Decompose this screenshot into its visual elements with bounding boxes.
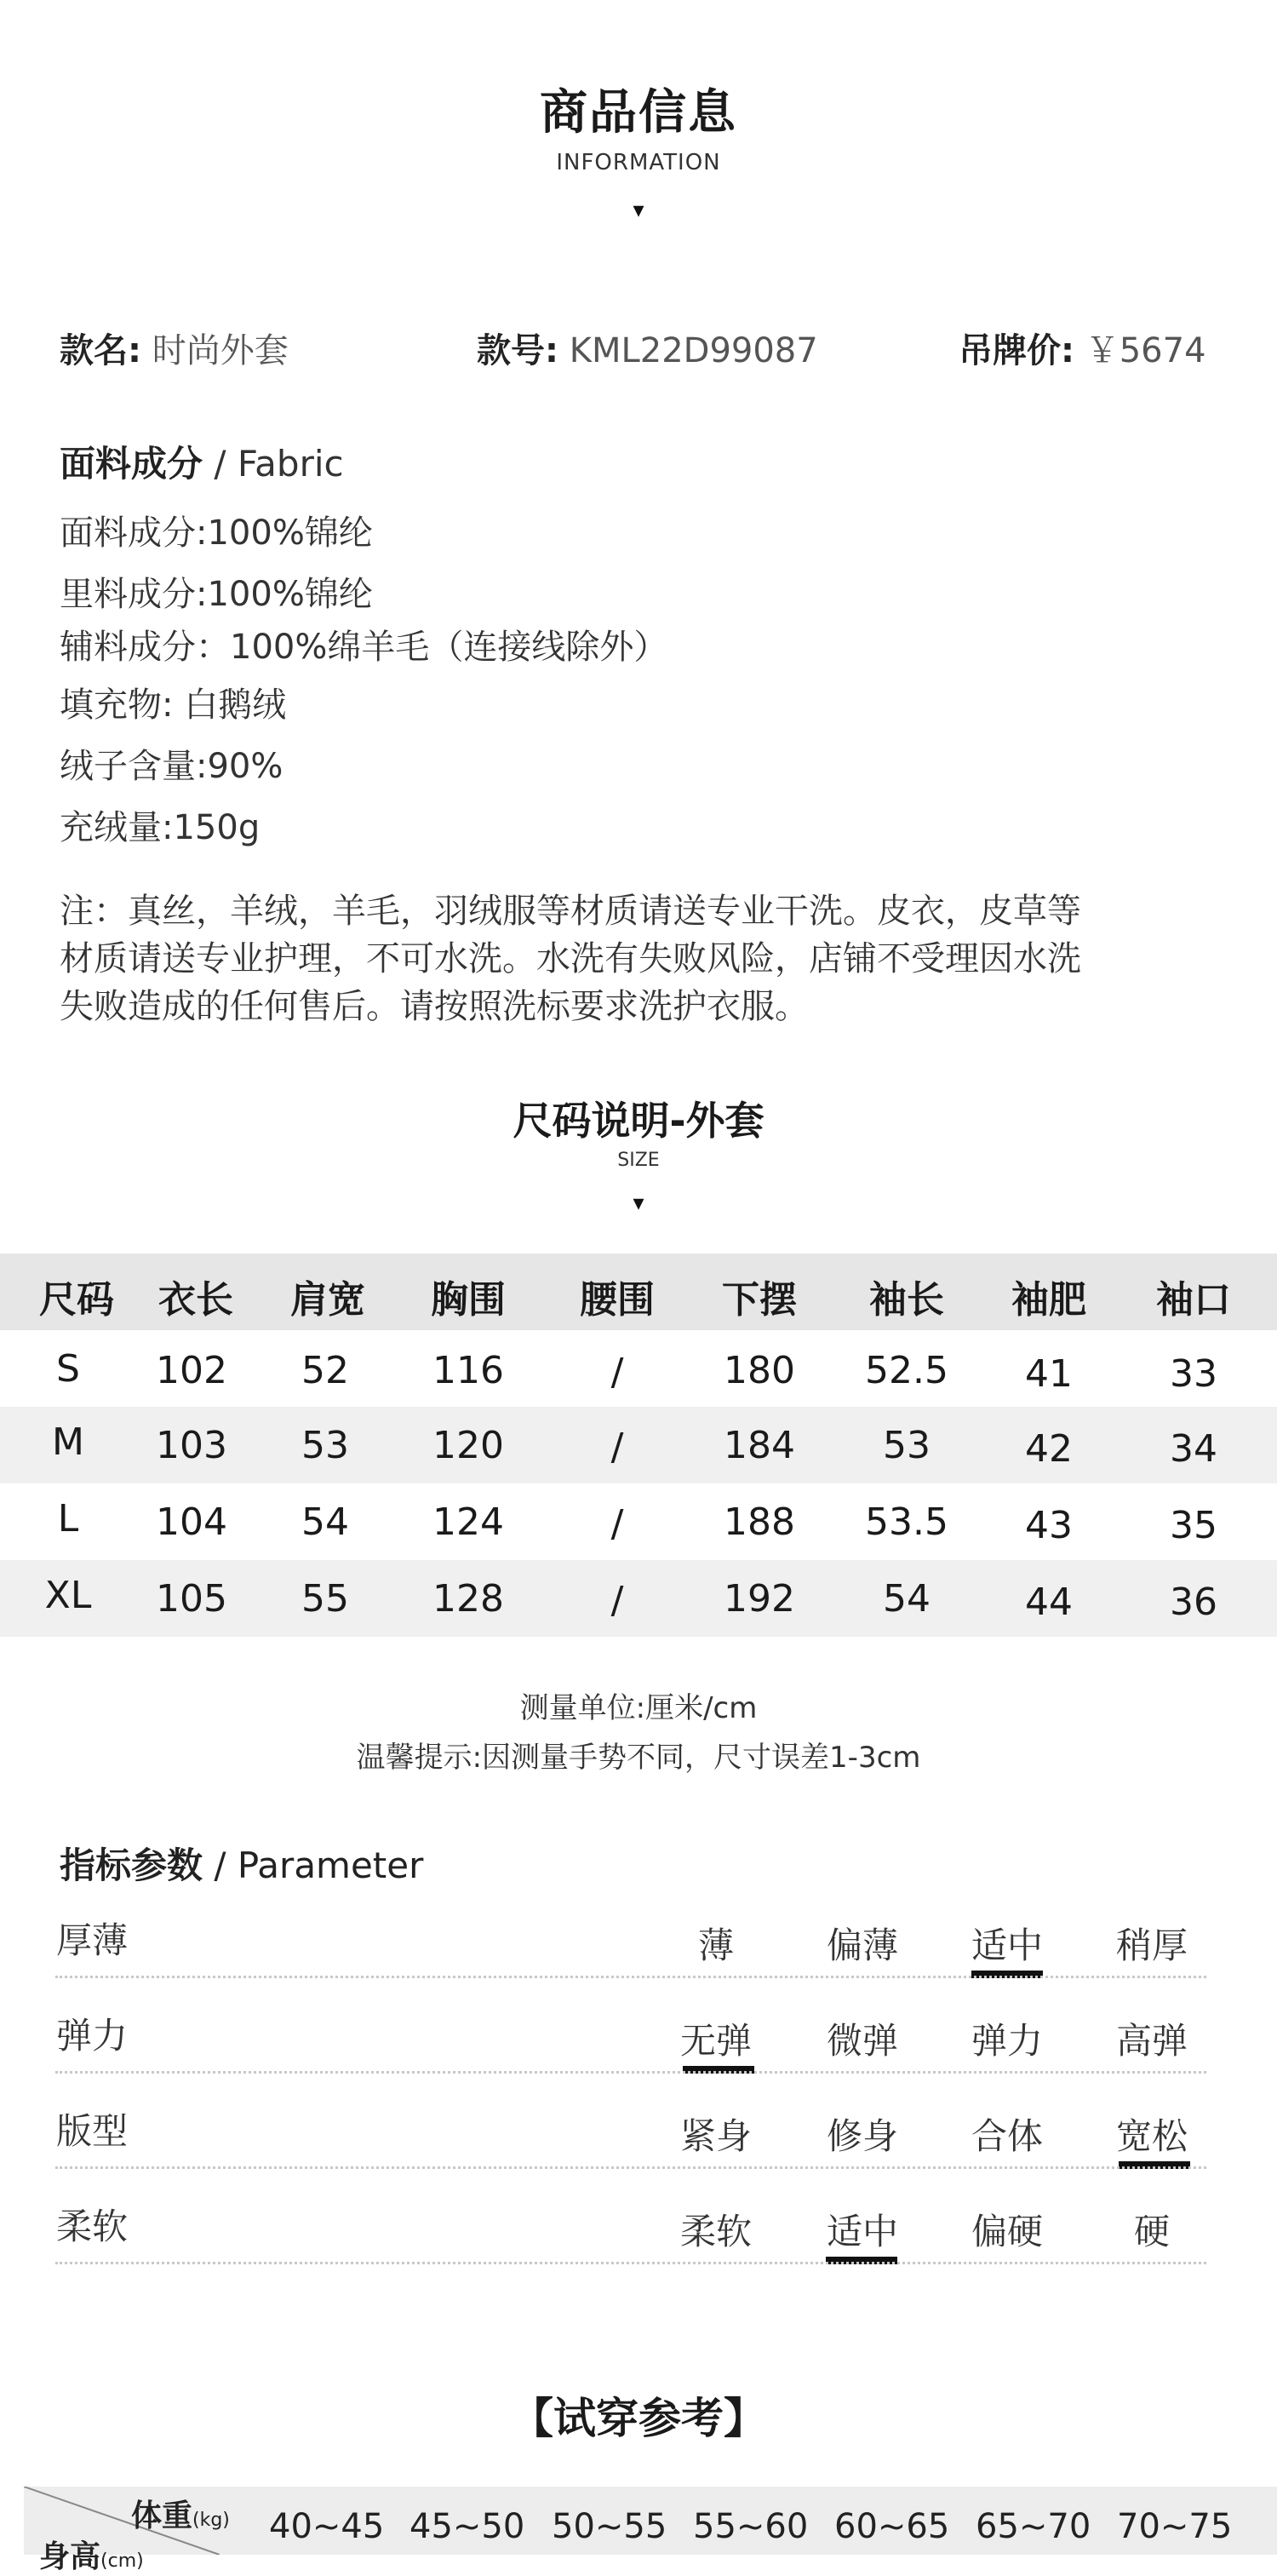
size-cell: 54 <box>301 1500 349 1544</box>
param-option: 弹力 <box>971 2020 1043 2062</box>
size-cell: 116 <box>432 1349 504 1392</box>
size-cell: M <box>52 1420 84 1464</box>
size-cell: 34 <box>1170 1427 1217 1471</box>
size-cell: 53 <box>301 1424 349 1467</box>
fabric-heading-cn: 面料成分 <box>60 443 203 485</box>
divider <box>55 2071 1206 2074</box>
size-header-cell: 袖长 <box>869 1278 944 1322</box>
parameter-heading <box>60 1838 423 1889</box>
size-header-cell: 衣长 <box>158 1278 233 1322</box>
param-option: 适中 <box>826 2211 898 2252</box>
size-header-cell: 尺码 <box>39 1278 114 1322</box>
fabric-line: 辅料成分：100%绵羊毛（连接线除外） <box>60 628 668 667</box>
param-label: 厚薄 <box>56 1919 129 1961</box>
weight-range: 70~75 <box>1117 2507 1233 2546</box>
param-option: 薄 <box>697 1925 734 1966</box>
size-header-cell: 胸围 <box>431 1278 506 1322</box>
product-price <box>959 324 1206 372</box>
chevron-down-icon: ▾ <box>633 198 644 223</box>
size-cell: S <box>56 1347 80 1391</box>
param-option: 修身 <box>826 2115 898 2157</box>
size-cell: / <box>610 1579 624 1622</box>
weight-label-text: 体重 <box>131 2499 193 2533</box>
product-price-label: 吊牌价: <box>959 331 1074 370</box>
size-cell: 36 <box>1170 1581 1217 1624</box>
size-header-cell: 肩宽 <box>290 1278 365 1322</box>
unit-note: 测量单位:厘米/cm <box>519 1691 758 1725</box>
size-cell: 120 <box>432 1424 504 1467</box>
weight-range: 65~70 <box>976 2507 1091 2546</box>
weight-range: 60~65 <box>834 2507 950 2546</box>
divider <box>55 2262 1206 2264</box>
parameter-heading-en: / Parameter <box>203 1845 424 1886</box>
size-cell: 35 <box>1170 1504 1217 1547</box>
product-code <box>477 324 818 372</box>
weight-range: 40~45 <box>269 2507 385 2546</box>
size-cell: 188 <box>724 1500 795 1544</box>
size-table-header <box>0 1254 1277 1330</box>
fabric-line: 里料成分:100%锦纶 <box>60 575 373 614</box>
table-row <box>0 1483 1277 1560</box>
height-unit: (cm) <box>100 2550 144 2572</box>
param-option: 无弹 <box>679 2020 752 2062</box>
param-option: 宽松 <box>1115 2115 1188 2157</box>
care-note <box>60 887 1268 1030</box>
product-name-label: 款名: <box>60 331 141 370</box>
divider <box>55 1976 1206 1978</box>
size-cell: L <box>57 1497 79 1540</box>
size-header-cell: 下摆 <box>722 1278 797 1322</box>
size-cell: 105 <box>156 1577 227 1621</box>
size-cell: XL <box>44 1574 92 1617</box>
size-cell: 124 <box>432 1500 504 1544</box>
tolerance-note: 温馨提示:因测量手势不同，尺寸误差1-3cm <box>356 1741 921 1775</box>
size-cell: 53 <box>883 1424 931 1467</box>
param-label: 版型 <box>56 2110 129 2152</box>
care-note-line: 失败造成的任何售后。请按照洗标要求洗护衣服。 <box>60 987 809 1026</box>
try-on-header <box>24 2487 1277 2574</box>
divider <box>55 2166 1206 2169</box>
size-cell: / <box>610 1502 624 1546</box>
param-label: 柔软 <box>56 2206 129 2247</box>
size-cell: / <box>610 1426 624 1469</box>
product-price-value: ￥5674 <box>1085 331 1206 370</box>
parameter-heading-cn: 指标参数 <box>60 1845 203 1886</box>
size-cell: 33 <box>1170 1352 1217 1396</box>
size-cell: 44 <box>1025 1581 1073 1624</box>
weight-range: 55~60 <box>693 2507 809 2546</box>
weight-range: 45~50 <box>409 2507 525 2546</box>
size-cell: 192 <box>724 1577 795 1621</box>
param-option: 合体 <box>971 2115 1043 2157</box>
size-cell: 53.5 <box>865 1500 948 1544</box>
chevron-down-icon: ▾ <box>633 1190 644 1216</box>
fabric-heading <box>60 436 344 487</box>
size-cell: 42 <box>1025 1427 1073 1471</box>
fabric-line: 绒子含量:90% <box>60 747 283 786</box>
size-title: 尺码说明-外套 <box>513 1098 764 1144</box>
param-option: 硬 <box>1133 2211 1170 2252</box>
size-cell: 103 <box>156 1424 227 1467</box>
care-note-line: 材质请送专业护理，不可水洗。水洗有失败风险，店铺不受理因水洗 <box>60 939 1081 978</box>
fabric-line: 面料成分:100%锦纶 <box>60 513 373 553</box>
size-cell: 41 <box>1025 1352 1073 1396</box>
param-option: 高弹 <box>1115 2020 1188 2062</box>
size-cell: 52 <box>301 1349 349 1392</box>
weight-unit: (kg) <box>192 2510 230 2531</box>
size-cell: 55 <box>301 1577 349 1621</box>
page-title: 商品信息 <box>540 85 737 141</box>
product-name-value: 时尚外套 <box>152 331 289 370</box>
size-cell: 52.5 <box>865 1349 948 1392</box>
size-cell: 184 <box>724 1424 795 1467</box>
size-cell: / <box>610 1351 624 1394</box>
param-option: 稍厚 <box>1115 1925 1188 1966</box>
care-note-line: 注：真丝，羊绒，羊毛，羽绒服等材质请送专业干洗。皮衣，皮草等 <box>60 892 1081 931</box>
size-subtitle: SIZE <box>617 1150 660 1171</box>
param-option: 适中 <box>971 1925 1043 1966</box>
size-header-cell: 袖肥 <box>1011 1278 1086 1322</box>
weight-label <box>131 2492 230 2535</box>
product-code-label: 款号: <box>477 331 558 370</box>
height-label-text: 身高 <box>39 2539 101 2574</box>
size-cell: 104 <box>156 1500 227 1544</box>
param-option: 微弹 <box>826 2020 898 2062</box>
param-option: 柔软 <box>679 2211 752 2252</box>
size-cell: 102 <box>156 1349 227 1392</box>
param-option: 偏硬 <box>971 2211 1043 2252</box>
weight-range: 50~55 <box>552 2507 667 2546</box>
size-cell: 54 <box>883 1577 931 1621</box>
fabric-heading-en: / Fabric <box>203 443 344 485</box>
size-header-cell: 腰围 <box>580 1278 655 1322</box>
try-on-title: 【试穿参考】 <box>511 2394 766 2443</box>
param-label: 弹力 <box>56 2015 129 2057</box>
param-option: 偏薄 <box>826 1925 898 1966</box>
table-row <box>0 1407 1277 1483</box>
fabric-line: 充绒量:150g <box>60 808 261 847</box>
table-row <box>0 1330 1277 1407</box>
table-row <box>0 1560 1277 1637</box>
fabric-line: 填充物: 白鹅绒 <box>60 686 287 725</box>
size-cell: 180 <box>724 1349 795 1392</box>
param-option: 紧身 <box>679 2115 752 2157</box>
size-cell: 43 <box>1025 1504 1073 1547</box>
size-header-cell: 袖口 <box>1156 1278 1231 1322</box>
product-name <box>60 324 289 372</box>
size-cell: 128 <box>432 1577 504 1621</box>
product-code-value: KML22D99087 <box>569 331 818 370</box>
page-subtitle: INFORMATION <box>556 150 721 175</box>
